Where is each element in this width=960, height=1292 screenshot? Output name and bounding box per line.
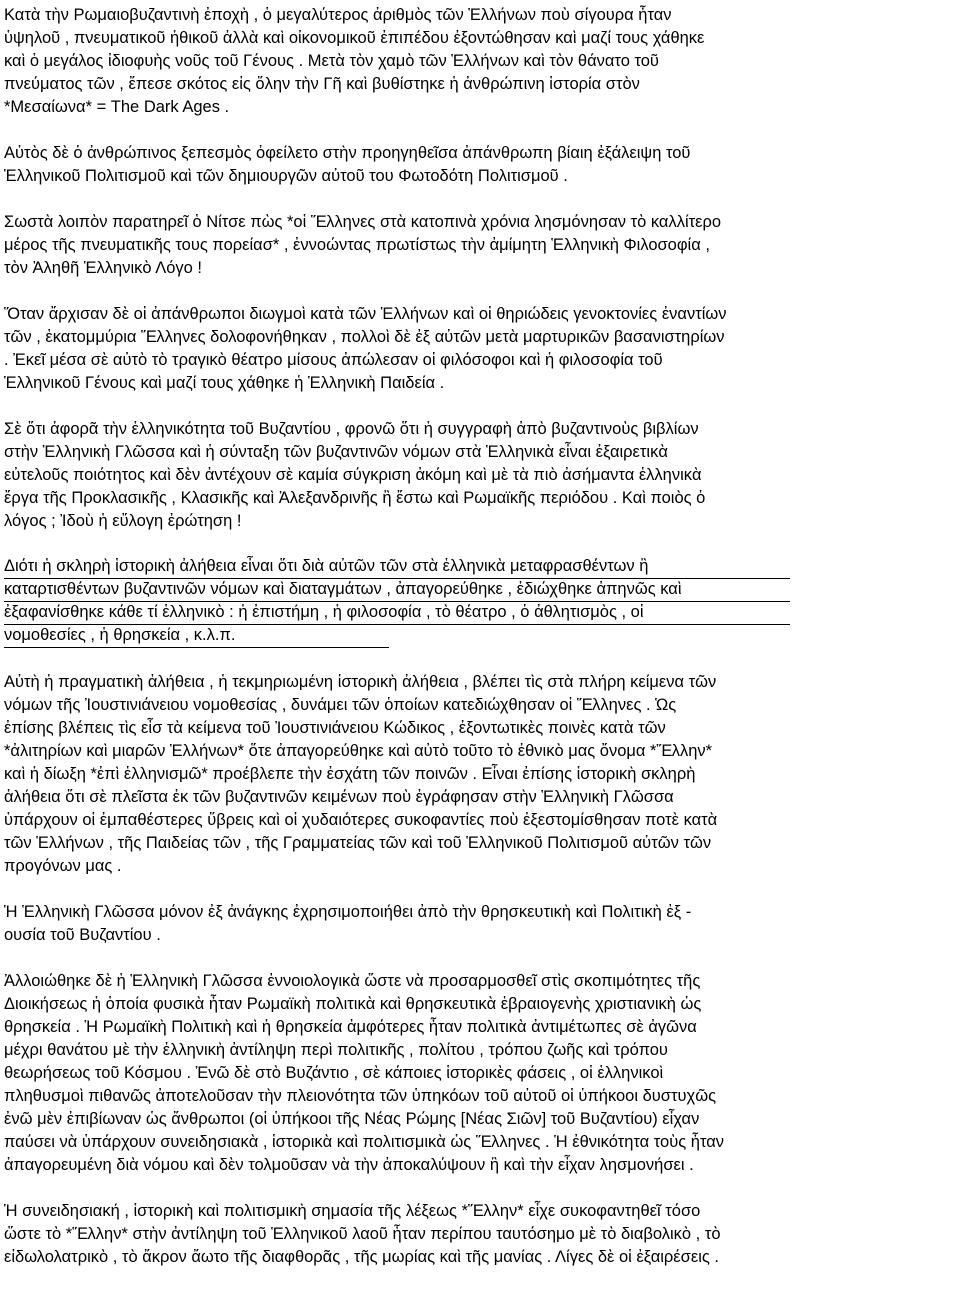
document-body bbox=[4, 4, 956, 1292]
text-line: ἀλήθεια ὅτι σὲ πλεῖστα ἐκ τῶν βυζαντινῶν κειμένων ποὺ ἐγράφησαν στὴν Ἑλληνικὴ Γλῶσσα bbox=[4, 788, 674, 806]
underlined-text-line: καταρτισθέντων βυζαντινῶν νόμων καὶ διαταγμάτων , ἀπαγορεύθηκε , ἐδιώχθηκε ἀπηνῶς καὶ bbox=[4, 579, 790, 602]
text-line: εἰδωλολατρικὸ , τὸ ἄκρον ἄωτο τῆς διαφθορᾶς , τῆς μωρίας καὶ τῆς μανίας . Λίγες δὲ οἱ ἐξαιρέσεις . bbox=[4, 1248, 719, 1266]
text-line: στὴν Ἑλληνικὴ Γλῶσσα καὶ ἡ σύνταξη τῶν βυζαντινῶν νόμων στὰ Ἑλληνικὰ εἶναι ἐξαιρετικὰ bbox=[4, 443, 668, 461]
text-line: πληθυσμοὶ πιθανῶς ἀποτελοῦσαν τὴν πλειονότητα τῶν ὑπηκόων τοῦ αὐτοῦ οἱ ὑπήκοοι δυστυχῶς bbox=[4, 1087, 717, 1105]
text-line: Ἡ Ἑλληνικὴ Γλῶσσα μόνον ἐξ ἀνάγκης ἐχρησιμοποιήθει ἀπὸ τὴν θρησκευτικὴ καὶ Πολιτικὴ ἐξ - bbox=[4, 903, 692, 921]
text-line: τῶν , ἑκατομμύρια Ἕλληνες δολοφονήθηκαν , πολλοὶ δὲ ἐξ αὐτῶν μετὰ μαρτυρικῶν βασανιστηρίων bbox=[4, 328, 725, 346]
text-line: τῶν Ἑλλήνων , τῆς Παιδείας τῶν , τῆς Γραμματείας τῶν καὶ τοῦ Ἑλληνικοῦ Πολιτισμοῦ αὐτῶν τῶν bbox=[4, 834, 712, 852]
text-line: θρησκεία . Ἡ Ρωμαϊκὴ Πολιτικὴ καὶ ἡ θρησκεία ἀμφότερες ἦταν πολιτικὰ ἀντιμέτωπες σὲ ἀγῶνα bbox=[4, 1018, 697, 1036]
text-line: παύσει νὰ ὑπάρχουν συνειδησιακὰ , ἱστορικὰ καὶ πολιτισμικὰ ὡς Ἕλληνες . Ἡ ἐθνικότητα τοὺς ἦταν bbox=[4, 1133, 725, 1151]
text-line: . Ἐκεῖ μέσα σὲ αὐτὸ τὸ τραγικὸ θέατρο μίσους ἀπώλεσαν οἱ φιλόσοφοι καὶ ἡ φιλοσοφία τοῦ bbox=[4, 351, 663, 369]
underlined-text-line: νομοθεσίες , ἡ θρησκεία , κ.λ.π. bbox=[4, 625, 389, 648]
paragraph-1 bbox=[4, 4, 956, 119]
paragraph-5 bbox=[4, 418, 956, 533]
text-line: Σωστὰ λοιπὸν παρατηρεῖ ὁ Νίτσε πὼς *οἱ Ἕλληνες στὰ κατοπινὰ χρόνια λησμόνησαν τὸ καλλίτερο bbox=[4, 213, 722, 231]
text-line: καὶ ὁ μεγάλος ἰδιοφυὴς νοῦς τοῦ Γένους . Μετὰ τὸν χαμὸ τῶν Ἑλλήνων καὶ τὸν θάνατο τοῦ bbox=[4, 52, 659, 70]
text-line: θεωρήσεως τοῦ Κόσμου . Ἐνῶ δὲ στὸ Βυζάντιο , σὲ κάποιες ἱστορικὲς φάσεις , οἱ ἑλληνικοὶ bbox=[4, 1064, 664, 1082]
text-line: ἐνῶ μὲν ἐπιβίωναν ὡς ἄνθρωποι (οἱ ὑπήκοοι τῆς Νέας Ρώμης [Νέας Σιῶν] τοῦ Βυζαντίου) εἶχαν bbox=[4, 1110, 700, 1128]
text-line: ὑπάρχουν οἱ ἐμπαθέστερες ὕβρεις καὶ οἱ χυδαιότερες συκοφαντίες ποὺ ἐξεστομίσθησαν ποτὲ κατὰ bbox=[4, 811, 718, 829]
text-line: Αὐτὸς δὲ ὁ ἀνθρώπινος ξεπεσμὸς ὀφείλετο στὴν προηγηθεῖσα ἀπάνθρωπη βίαιη ἐξάλειψη τοῦ bbox=[4, 144, 691, 162]
paragraph-10 bbox=[4, 1200, 956, 1269]
paragraph-9 bbox=[4, 970, 956, 1177]
text-line: ὥστε τὸ *Ἕλλην* στὴν ἀντίληψη τοῦ Ἑλληνικοῦ λαοῦ ἦταν περίπου ταυτόσημο μὲ τὸ διαβολικὸ , τὸ bbox=[4, 1225, 721, 1243]
underlined-text-line: ἐξαφανίσθηκε κάθε τί ἑλληνικὸ : ἡ ἐπιστήμη , ἡ φιλοσοφία , τὸ θέατρο , ὁ ἀθλητισμὸς , οἱ bbox=[4, 602, 790, 625]
text-line: ουσία τοῦ Βυζαντίου . bbox=[4, 926, 161, 944]
paragraph-3 bbox=[4, 211, 956, 280]
text-line: Αὐτὴ ἡ πραγματικὴ ἀλήθεια , ἡ τεκμηριωμένη ἱστορικὴ ἀλήθεια , βλέπει τὶς στὰ πλήρη κείμενα τῶν bbox=[4, 673, 717, 691]
text-line: νόμων τῆς Ἰουστινιάνειου νομοθεσίας , δυνάμει τῶν ὁποίων κατεδιώχθησαν οἱ Ἕλληνες . Ὡς bbox=[4, 696, 677, 714]
text-line: Ἡ συνειδησιακή , ἱστορικὴ καὶ πολιτισμικὴ σημασία τῆς λέξεως *Ἕλλην* εἶχε συκοφαντηθεῖ τόσο bbox=[4, 1202, 701, 1220]
paragraph-4 bbox=[4, 303, 956, 395]
text-line: Ὅταν ἄρχισαν δὲ οἱ ἀπάνθρωποι διωγμοὶ κατὰ τῶν Ἑλλήνων καὶ οἱ θηριώδεις γενοκτονίες ἐναντίων bbox=[4, 305, 727, 323]
paragraph-8 bbox=[4, 901, 956, 947]
text-line: μέχρι θανάτου μὲ τὴν ἑλληνικὴ ἀντίληψη περὶ πολιτικῆς , πολίτου , τρόπου ζωῆς καὶ τρόπου bbox=[4, 1041, 668, 1059]
paragraph-7 bbox=[4, 671, 956, 878]
text-line: *ἀλιτηρίων καὶ μιαρῶν Ἑλλήνων* ὅτε ἀπαγορεύθηκε καὶ αὐτὸ τοῦτο τὸ ἐθνικὸ μας ὄνομα *Ἕλλην* bbox=[4, 742, 713, 760]
text-line: Κατὰ τὴν Ρωμαιοβυζαντινὴ ἐποχὴ , ὁ μεγαλύτερος ἀριθμὸς τῶν Ἑλλήνων ποὺ σίγουρα ἦταν bbox=[4, 6, 672, 24]
text-line: ἀπαγορευμένη διὰ νόμου καὶ δὲν τολμοῦσαν νὰ τὴν ἀποκαλύψουν ἢ καὶ τὴν εἶχαν λησμονήσει . bbox=[4, 1156, 694, 1174]
paragraph-2 bbox=[4, 142, 956, 188]
text-line: Ἑλληνικοῦ Πολιτισμοῦ καὶ τῶν δημιουργῶν αὐτοῦ του Φωτοδότη Πολιτισμοῦ . bbox=[4, 167, 568, 185]
underlined-text-line: Διότι ἡ σκληρὴ ἱστορικὴ ἀλήθεια εἶναι ὅτι διὰ αὐτῶν τῶν στὰ ἑλληνικὰ μεταφρασθέντων ἢ bbox=[4, 556, 790, 579]
text-line: Ἑλληνικοῦ Γένους καὶ μαζί τους χάθηκε ἡ Ἑλληνικὴ Παιδεία . bbox=[4, 374, 445, 392]
text-line: μέρος τῆς πνευματικῆς τους πορείασ* , ἐννοώντας πρωτίστως τὴν ἀμίμητη Ἑλληνικὴ Φιλοσοφία , bbox=[4, 236, 710, 254]
text-line: προγόνων μας . bbox=[4, 857, 122, 875]
text-line: εὐτελοῦς ποιότητος καὶ δὲν ἀντέχουν σὲ καμία σύγκριση ἀκόμη καὶ μὲ τὰ πιὸ ἀσήμαντα ἑλληνικὰ bbox=[4, 466, 702, 484]
text-line: καὶ ἡ δίωξη *ἐπὶ ἑλληνισμῶ* προέβλεπε τὴν ἐσχάτη τῶν ποινῶν . Εἶναι ἐπίσης ἱστορικὴ σκληρὴ bbox=[4, 765, 696, 783]
underlined-paragraph bbox=[4, 556, 956, 648]
text-line: ἔργα τῆς Προκλασικῆς , Κλασικῆς καὶ Ἀλεξανδρινῆς ἢ ἔστω καὶ Ρωμαϊκῆς περιόδου . Καὶ ποιὸς ὁ bbox=[4, 489, 706, 507]
text-line: πνεύματος τῶν , ἔπεσε σκότος εἰς ὅλην τὴν Γῆ καὶ βυθίστηκε ἡ ἀνθρώπινη ἱστορία στὸν bbox=[4, 75, 640, 93]
text-line: Διοικήσεως ἡ ὁποία φυσικὰ ἦταν Ρωμαϊκὴ πολιτικὰ καὶ θρησκευτικὰ ἑβραιογενὴς χριστιανικὴ ὡς bbox=[4, 995, 702, 1013]
text-line: Ἀλλοιώθηκε δὲ ἡ Ἑλληνικὴ Γλῶσσα ἐννοιολογικὰ ὥστε νὰ προσαρμοσθεῖ στὶς σκοπιμότητες τῆς bbox=[4, 972, 701, 990]
text-line: ἐπίσης βλέπεις τὶς εἶσ τὰ κείμενα τοῦ Ἰουστινιάνειου Κώδικος , ἐξοντωτικὲς ποινὲς κατὰ τῶν bbox=[4, 719, 666, 737]
text-line: τὸν Ἀληθῆ Ἑλληνικὸ Λόγο ! bbox=[4, 259, 202, 277]
text-line: ὑψηλοῦ , πνευματικοῦ ἠθικοῦ ἀλλὰ καὶ οἰκονομικοῦ ἐπιπέδου ἐξοντώθησαν καὶ μαζί τους χάθηκε bbox=[4, 29, 705, 47]
text-line: λόγος ; Ἰδοὺ ἡ εὔλογη ἐρώτηση ! bbox=[4, 512, 242, 530]
text-line: Σὲ ὅτι ἀφορᾶ τὴν ἑλληνικότητα τοῦ Βυζαντίου , φρονῶ ὅτι ἡ συγγραφὴ ἀπὸ βυζαντινοὺς βιβλίων bbox=[4, 420, 699, 438]
text-line: *Μεσαίωνα* = The Dark Ages . bbox=[4, 98, 230, 116]
